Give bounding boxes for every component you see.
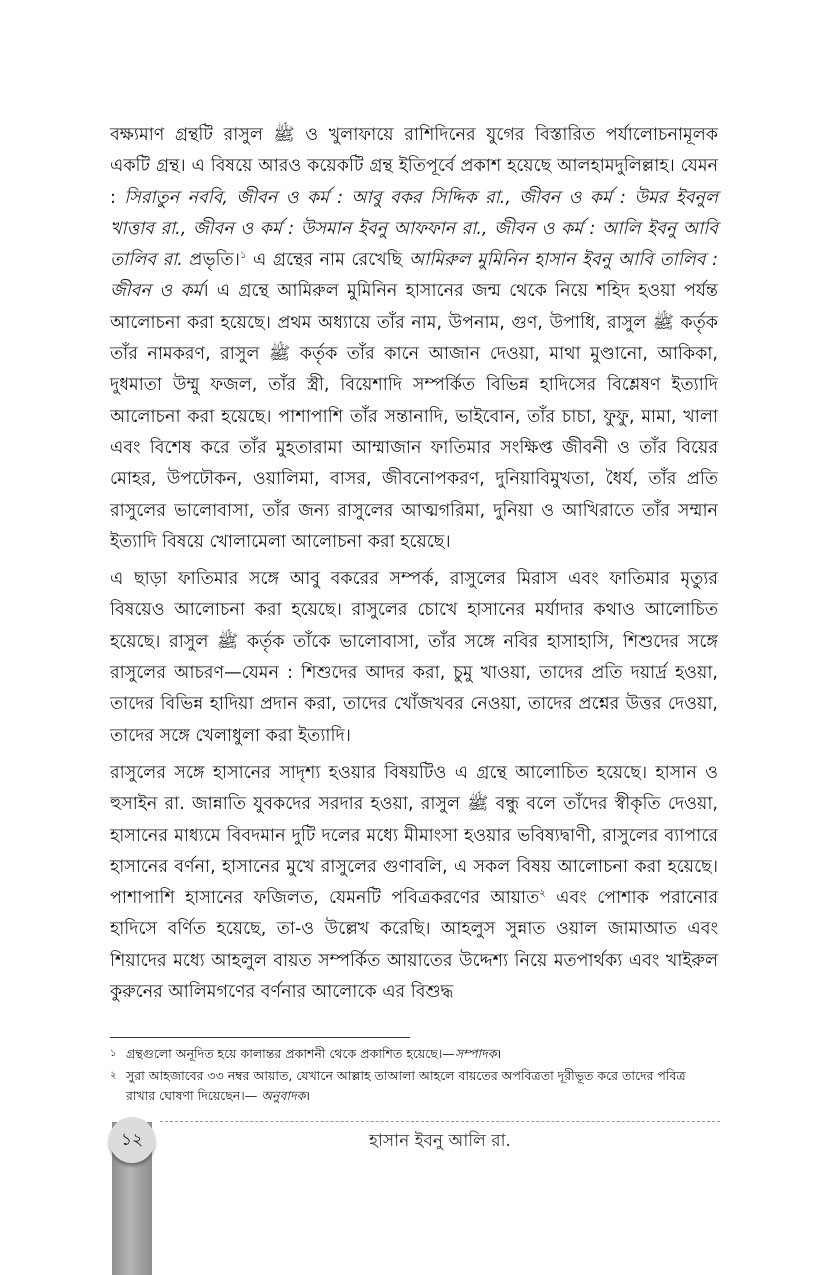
footnote-text: গ্রন্থগুলো অনূদিত হয়ে কালান্তর প্রকাশনী থেকে প্রকাশিত হয়েছে।—: [126, 1046, 455, 1061]
text-run: প্রভৃতি।: [182, 250, 240, 271]
footnote-body: [126, 1066, 718, 1106]
footnote-end: ।: [305, 1088, 311, 1103]
text-run: এ গ্রন্থের নাম রেখেছি: [246, 250, 409, 271]
footnote-ref-1[interactable]: ১: [239, 250, 247, 262]
text-run: রাসুলের সঙ্গে হাসানের সাদৃশ্য হওয়ার বিষয়টিও এ গ্রন্থে আলোচিত হয়েছে। হাসান ও হুসাইন রা. জান্নাতি যুবকদের সরদার হওয়া, রাসুল ﷺ বন্ধু বলে তাঁদের স্বীকৃতি দেওয়া, হাসানের মাধ্যমে বিবদমান দুটি দলের মধ্যে মীমাংসা হওয়ার ভবিষ্যদ্বাণী, রাসুলের ব্যাপারে হাসানের বর্ণনা, হাসানের মুখে রাসুলের গুণাবলি, এ সকল বিষয় আলোচনা করা হয়েছে। পাশাপাশি হাসানের ফজিলত, যেমনটি পবিত্রকরণের আয়াত: [110, 762, 718, 909]
footnote-body: [126, 1044, 501, 1064]
footnote-credit: অনুবাদক: [261, 1088, 306, 1103]
running-title: হাসান ইবনু আলি রা.: [369, 1131, 511, 1151]
footnote-mark: ২: [110, 1070, 117, 1081]
paragraph-3: [110, 758, 718, 1008]
page-number: ১২: [120, 1130, 144, 1150]
text-run: বক্ষ্যমাণ গ্রন্থটি রাসুল ﷺ ও খুলাফায়ে রাশিদিনের যুগের বিস্তারিত পর্যালোচনামূলক একটি গ্রন্থ। এ বিষয়ে আরও কয়েকটি গ্রন্থ ইতিপূর্বে প্রকাশ হয়েছে আলহামদুলিল্লাহ। যেমন :: [110, 125, 718, 208]
footnote-end: ।: [496, 1046, 502, 1061]
footnotes: [110, 1044, 718, 1108]
main-text: [110, 120, 718, 1014]
footnote-text: সুরা আহজাবের ৩৩ নম্বর আয়াত, যেখানে আল্লাহ তাআলা আহলে বায়তের অপবিত্রতা দূরীভূত করে তাদের পবিত্র রাখার ঘোষণা দিয়েছেন।—: [126, 1068, 686, 1103]
book-title: আমিরুল মুমিনিন হাসান ইবনু আবি তালিব : জীবন ও কর্ম: [110, 250, 718, 302]
footnote-mark: ১: [110, 1048, 117, 1059]
paragraph-1: [110, 120, 718, 558]
paragraph-2: এ ছাড়া ফাতিমার সঙ্গে আবু বকরের সম্পর্ক, রাসুলের মিরাস এবং ফাতিমার মৃত্যুর বিষয়েও আলোচনা করা হয়েছে। রাসুলের চোখে হাসানের মর্যাদার কথাও আলোচিত হয়েছে। রাসুল ﷺ কর্তৃক তাঁকে ভালোবাসা, তাঁর সঙ্গে নবির হাসাহাসি, শিশুদের সঙ্গে রাসুলের আচরণ—যেমন : শিশুদের আদর করা, চুমু খাওয়া, তাদের প্রতি দয়ার্দ্র হওয়া, তাদের বিভিন্ন হাদিয়া প্রদান করা, তাদের খোঁজখবর নেওয়া, তাদের প্রশ্নের উত্তর দেওয়া, তাদের সঙ্গে খেলাধুলা করা ইত্যাদি।: [110, 569, 719, 746]
footnote-1: [110, 1044, 718, 1064]
footer-divider: [160, 1121, 720, 1122]
text-run: এবং পোশাক পরানোর হাদিসে বর্ণিত হয়েছে, তা-ও উল্লেখ করেছি। আহলুস সুন্নাত ওয়াল জামাআত এবং শিয়াদের মধ্যে আহলুল বায়ত সম্পর্কিত আয়াতের উদ্দেশ্য নিয়ে মতপার্থক্য এবং খাইরুল কুরুনের আলিমগণের বর্ণনার আলোকে এর বিশুদ্ধ: [110, 888, 719, 1003]
footnote-divider: [110, 1037, 410, 1038]
footnote-credit: সম্পাদক: [454, 1046, 497, 1061]
footnote-ref-2[interactable]: ২: [539, 888, 546, 900]
footnote-2: [110, 1066, 718, 1106]
text-run: । এ গ্রন্থে আমিরুল মুমিনিন হাসানের জন্ম থেকে নিয়ে শহিদ হওয়া পর্যন্ত আলোচনা করা হয়েছে। প্রথম অধ্যায়ে তাঁর নাম, উপনাম, গুণ, উপাধি, রাসুল ﷺ কর্তৃক তাঁর নামকরণ, রাসুল ﷺ কর্তৃক তাঁর কানে আজান দেওয়া, মাথা মুণ্ডানো, আকিকা, দুধমাতা উম্মু ফজল, তাঁর স্ত্রী, বিয়েশাদি সম্পর্কিত বিভিন্ন হাদিসের বিশ্লেষণ ইত্যাদি আলোচনা করা হয়েছে। পাশাপাশি তাঁর সন্তানাদি, ভাইবোন, তাঁর চাচা, ফুফু, মামা, খালা এবং বিশেষ করে তাঁর মুহতারামা আম্মাজান ফাতিমার সংক্ষিপ্ত জীবনী ও তাঁর বিয়ের মোহর, উপঢৌকন, ওয়ালিমা, বাসর, জীবনোপকরণ, দুনিয়াবিমুখতা, ধৈর্য, তাঁর প্রতি রাসুলের ভালোবাসা, তাঁর জন্য রাসুলের আত্মগরিমা, দুনিয়া ও আখিরাতে তাঁর সম্মান ইত্যাদি বিষয়ে খোলামেলা আলোচনা করা হয়েছে।: [110, 281, 718, 552]
book-titles: সিরাতুন নববি, জীবন ও কর্ম : আবু বকর সিদ্দিক রা., জীবন ও কর্ম : উমর ইবনুল খাত্তাব রা., জীবন ও কর্ম : উসমান ইবনু আফফান রা., জীবন ও কর্ম : আলি ইবনু আবি তালিব রা.: [110, 187, 719, 271]
